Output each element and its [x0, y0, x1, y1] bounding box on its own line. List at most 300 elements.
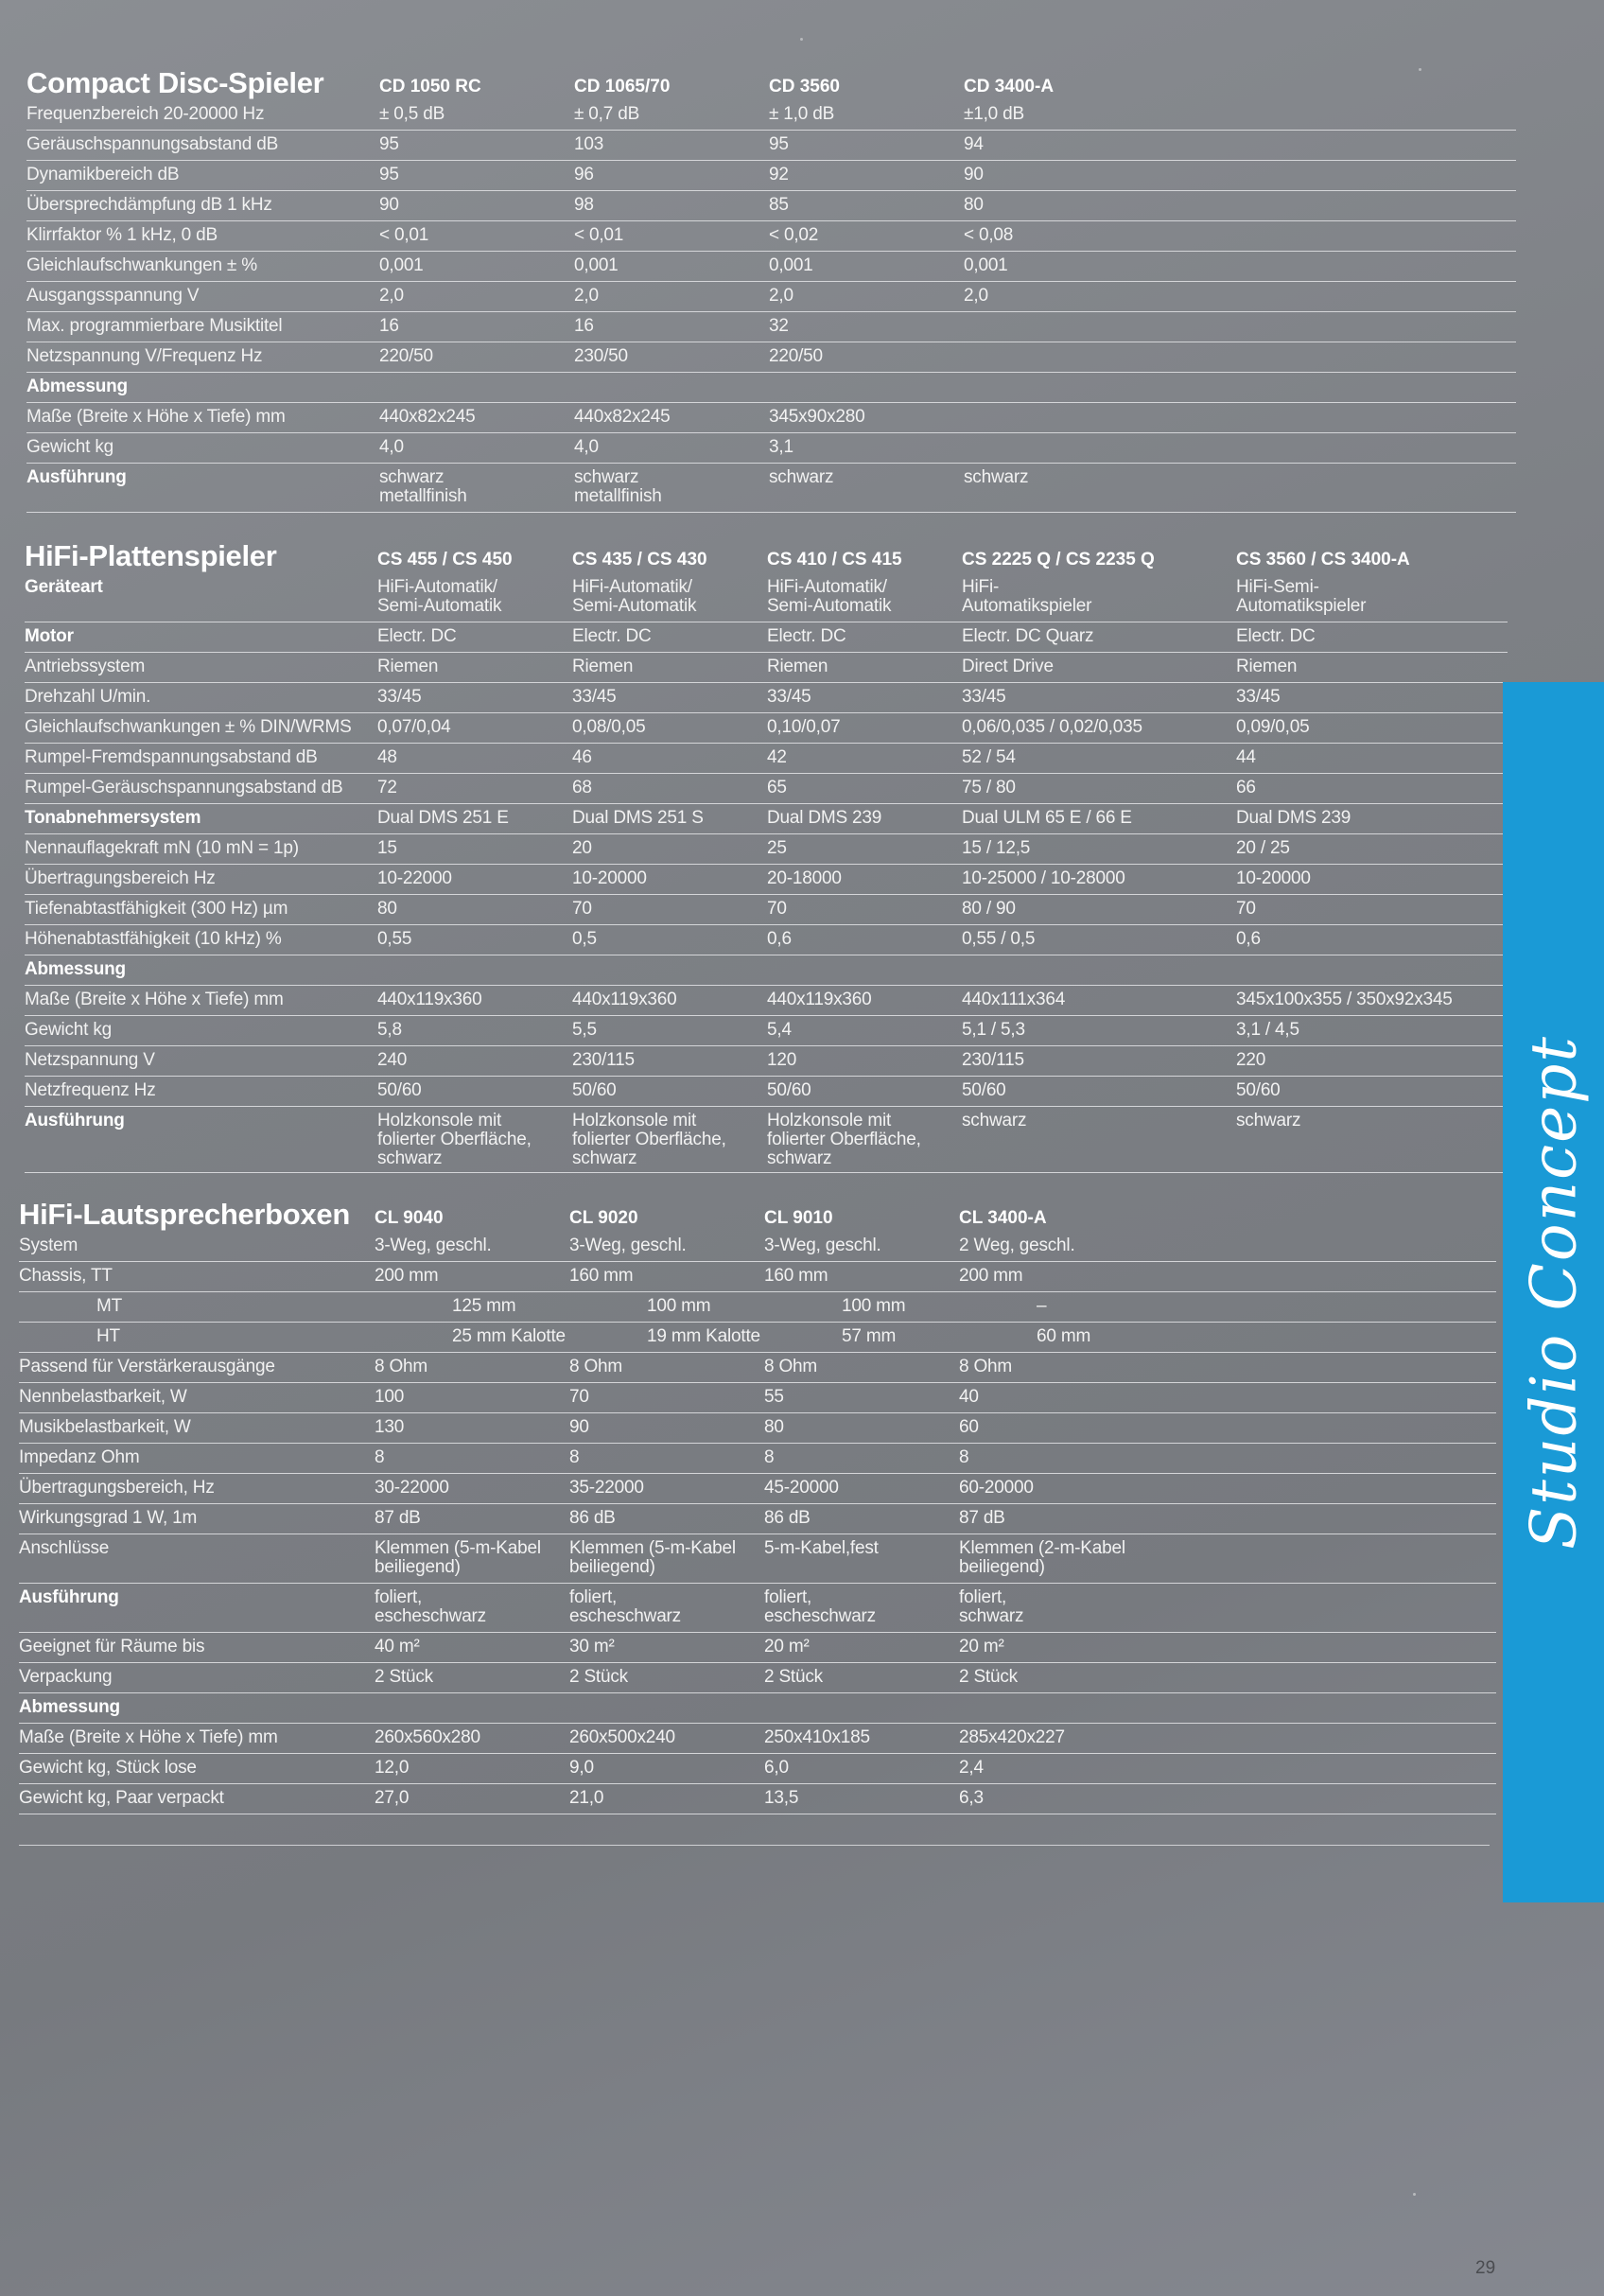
- spec-label: Tiefenabtastfähigkeit (300 Hz) µm: [25, 899, 288, 919]
- spec-value: schwarz: [964, 467, 1029, 487]
- spec-label: Höhenabtastfähigkeit (10 kHz) %: [25, 929, 282, 949]
- spec-value: 4,0: [574, 437, 599, 457]
- spec-row: [25, 955, 1508, 986]
- spec-value: 50/60: [962, 1080, 1006, 1100]
- spec-value: 75 / 80: [962, 778, 1016, 797]
- spec-row: [19, 1262, 1496, 1292]
- spec-value: Direct Drive: [962, 657, 1054, 676]
- spec-value: 25: [767, 838, 787, 858]
- spec-label: Netzspannung V/Frequenz Hz: [26, 346, 263, 366]
- spec-value: 8 Ohm: [375, 1357, 428, 1376]
- spec-value: 440x82x245: [574, 407, 671, 427]
- side-tab-brand-script: Studio Concept: [1517, 1035, 1590, 1550]
- spec-value: 16: [379, 316, 399, 336]
- closing-rule: [19, 1845, 1490, 1846]
- spec-row: [19, 1474, 1496, 1504]
- spec-value: 70: [1236, 899, 1256, 919]
- spec-value: 9,0: [569, 1758, 594, 1778]
- spec-value: 440x119x360: [377, 990, 482, 1009]
- spec-value: 8: [569, 1447, 580, 1467]
- spec-label: HT: [96, 1326, 120, 1346]
- spec-value: 50/60: [767, 1080, 811, 1100]
- spec-value: 90: [964, 165, 984, 184]
- spec-value: 90: [569, 1417, 589, 1437]
- spec-row: [26, 464, 1516, 513]
- spec-value: –: [1037, 1296, 1047, 1316]
- spec-label: Wirkungsgrad 1 W, 1m: [19, 1508, 198, 1528]
- spec-value: 160 mm: [764, 1266, 828, 1286]
- spec-value: 0,06/0,035 / 0,02/0,035: [962, 717, 1142, 737]
- turntable-model-column-header: CS 455 / CS 450: [377, 550, 513, 570]
- spec-label: Nennauflagekraft mN (10 mN = 1p): [25, 838, 299, 858]
- spec-value: 86 dB: [569, 1508, 616, 1528]
- spec-label: Gleichlaufschwankungen ± % DIN/WRMS: [25, 717, 352, 737]
- spec-value: 95: [379, 134, 399, 154]
- spec-label: Geräuschspannungsabstand dB: [26, 134, 279, 154]
- spec-label: Netzspannung V: [25, 1050, 155, 1070]
- spec-row: [19, 1534, 1496, 1584]
- scan-speck: [800, 38, 803, 41]
- spec-label: Impedanz Ohm: [19, 1447, 140, 1467]
- spec-value: 0,08/0,05: [572, 717, 646, 737]
- spec-row: [26, 131, 1516, 161]
- spec-value: 16: [574, 316, 594, 336]
- spec-value: 3,1: [769, 437, 793, 457]
- spec-value: 21,0: [569, 1788, 604, 1808]
- spec-value: Riemen: [1236, 657, 1298, 676]
- spec-value: 10-20000: [572, 868, 647, 888]
- spec-value: 33/45: [767, 687, 811, 707]
- spec-label: Gewicht kg, Paar verpackt: [19, 1788, 224, 1808]
- spec-value: 96: [574, 165, 594, 184]
- spec-value: 66: [1236, 778, 1256, 797]
- spec-value: 20 / 25: [1236, 838, 1290, 858]
- spec-row: [26, 161, 1516, 191]
- spec-value: 220/50: [769, 346, 823, 366]
- spec-value: Dual DMS 251 S: [572, 808, 704, 828]
- spec-value: 250x410x185: [764, 1727, 870, 1747]
- speaker-spec-rows: [19, 1232, 1496, 1814]
- spec-value: 19 mm Kalotte: [647, 1326, 760, 1346]
- spec-value: Klemmen (5-m-Kabel beiliegend): [375, 1538, 541, 1577]
- spec-value: foliert, escheschwarz: [375, 1587, 486, 1626]
- spec-value: 285x420x227: [959, 1727, 1065, 1747]
- spec-value: 230/50: [574, 346, 628, 366]
- spec-value: 57 mm: [842, 1326, 897, 1346]
- spec-value: 5,1 / 5,3: [962, 1020, 1025, 1040]
- spec-row: [26, 433, 1516, 464]
- spec-row: [25, 865, 1508, 895]
- spec-value: 0,001: [769, 255, 813, 275]
- spec-value: 8 Ohm: [764, 1357, 818, 1376]
- spec-value: 5,8: [377, 1020, 402, 1040]
- spec-value: 20: [572, 838, 592, 858]
- spec-value: 40 m²: [375, 1637, 420, 1656]
- spec-label: Ausführung: [25, 1111, 125, 1130]
- spec-value: 2 Stück: [569, 1667, 628, 1687]
- spec-value: 46: [572, 747, 592, 767]
- spec-value: 8: [959, 1447, 969, 1467]
- spec-row: [19, 1584, 1496, 1633]
- spec-value: 15 / 12,5: [962, 838, 1031, 858]
- spec-label: Abmessung: [19, 1697, 120, 1717]
- spec-value: 2 Stück: [959, 1667, 1018, 1687]
- spec-label: Übersprechdämpfung dB 1 kHz: [26, 195, 272, 215]
- spec-value: 3-Weg, geschl.: [375, 1236, 492, 1255]
- spec-value: Holzkonsole mit folierter Oberfläche, schwarz: [572, 1111, 726, 1168]
- spec-value: 86 dB: [764, 1508, 811, 1528]
- spec-value: Dual DMS 239: [1236, 808, 1351, 828]
- spec-row: [25, 1046, 1508, 1077]
- spec-value: 2 Stück: [764, 1667, 823, 1687]
- spec-value: 8 Ohm: [959, 1357, 1013, 1376]
- spec-label: Tonabnehmersystem: [25, 808, 201, 828]
- spec-value: 0,001: [379, 255, 424, 275]
- spec-value: Electr. DC: [572, 626, 652, 646]
- spec-row: [25, 713, 1508, 744]
- speaker-spec-table: [19, 1194, 1496, 1814]
- spec-row: [25, 683, 1508, 713]
- turntable-spec-rows: [25, 573, 1508, 1173]
- spec-label: Frequenzbereich 20-20000 Hz: [26, 104, 265, 124]
- spec-row: [26, 100, 1516, 131]
- spec-value: 27,0: [375, 1788, 410, 1808]
- spec-value: 25 mm Kalotte: [452, 1326, 566, 1346]
- spec-value: 8: [375, 1447, 385, 1467]
- speaker-model-column-header: CL 3400-A: [959, 1208, 1047, 1228]
- spec-row: [25, 834, 1508, 865]
- cd-model-column-header: CD 3400-A: [964, 77, 1055, 96]
- spec-value: 0,6: [767, 929, 792, 949]
- spec-value: 8 Ohm: [569, 1357, 623, 1376]
- spec-value: 0,6: [1236, 929, 1261, 949]
- spec-value: 5-m-Kabel,fest: [764, 1538, 879, 1558]
- spec-value: Dual ULM 65 E / 66 E: [962, 808, 1132, 828]
- spec-value: 32: [769, 316, 789, 336]
- spec-row: [25, 1077, 1508, 1107]
- spec-value: 0,001: [964, 255, 1008, 275]
- spec-value: 125 mm: [452, 1296, 516, 1316]
- spec-label: Abmessung: [25, 959, 126, 979]
- spec-label: System: [19, 1236, 78, 1255]
- spec-value: 10-20000: [1236, 868, 1311, 888]
- spec-value: Riemen: [572, 657, 634, 676]
- spec-label: Geräteart: [25, 577, 103, 597]
- spec-label: Drehzahl U/min.: [25, 687, 151, 707]
- spec-value: Holzkonsole mit folierter Oberfläche, schwarz: [767, 1111, 921, 1168]
- spec-value: 200 mm: [959, 1266, 1023, 1286]
- spec-label: Gleichlaufschwankungen ± %: [26, 255, 257, 275]
- spec-row: [25, 804, 1508, 834]
- spec-value: 44: [1236, 747, 1256, 767]
- spec-value: 0,55: [377, 929, 412, 949]
- spec-value: 200 mm: [375, 1266, 439, 1286]
- spec-row: [19, 1633, 1496, 1663]
- spec-value: 440x82x245: [379, 407, 476, 427]
- spec-label: Musikbelastbarkeit, W: [19, 1417, 191, 1437]
- spec-value: 2 Stück: [375, 1667, 433, 1687]
- spec-value: 0,5: [572, 929, 597, 949]
- spec-label: Dynamikbereich dB: [26, 165, 180, 184]
- spec-row: [19, 1383, 1496, 1413]
- spec-value: Electr. DC: [377, 626, 457, 646]
- cd-header-row: [26, 62, 1516, 100]
- spec-value: Electr. DC Quarz: [962, 626, 1094, 646]
- spec-value: schwarz: [769, 467, 834, 487]
- spec-row: [19, 1784, 1496, 1814]
- spec-value: 80: [377, 899, 397, 919]
- spec-value: 55: [764, 1387, 784, 1407]
- spec-value: foliert, escheschwarz: [764, 1587, 876, 1626]
- turntable-model-column-header: CS 2225 Q / CS 2235 Q: [962, 550, 1155, 570]
- spec-value: 0,07/0,04: [377, 717, 451, 737]
- spec-value: 230/115: [572, 1050, 635, 1070]
- spec-value: 2,4: [959, 1758, 984, 1778]
- turntable-model-column-header: CS 410 / CS 415: [767, 550, 902, 570]
- spec-value: 5,5: [572, 1020, 597, 1040]
- spec-value: 440x111x364: [962, 990, 1066, 1009]
- spec-label: Rumpel-Geräuschspannungsabstand dB: [25, 778, 343, 797]
- spec-row: [19, 1724, 1496, 1754]
- spec-row: [25, 622, 1508, 653]
- spec-value: 98: [574, 195, 594, 215]
- spec-label: Maße (Breite x Höhe x Tiefe) mm: [26, 407, 286, 427]
- spec-value: 260x560x280: [375, 1727, 480, 1747]
- spec-label: Nennbelastbarkeit, W: [19, 1387, 187, 1407]
- spec-value: < 0,08: [964, 225, 1014, 245]
- spec-label: Gewicht kg, Stück lose: [19, 1758, 197, 1778]
- spec-row: [25, 1016, 1508, 1046]
- spec-label: Anschlüsse: [19, 1538, 110, 1558]
- spec-value: Klemmen (2-m-Kabel beiliegend): [959, 1538, 1125, 1577]
- spec-row: [25, 573, 1508, 622]
- spec-label: Gewicht kg: [25, 1020, 112, 1040]
- spec-value: schwarz metallfinish: [574, 467, 662, 506]
- spec-value: Electr. DC: [767, 626, 846, 646]
- spec-value: 60: [959, 1417, 979, 1437]
- spec-row: [26, 282, 1516, 312]
- spec-value: schwarz: [1236, 1111, 1301, 1130]
- spec-label: Maße (Breite x Höhe x Tiefe) mm: [19, 1727, 278, 1747]
- spec-row: [19, 1353, 1496, 1383]
- spec-value: 52 / 54: [962, 747, 1016, 767]
- spec-value: 2 Weg, geschl.: [959, 1236, 1075, 1255]
- spec-label: Antriebssystem: [25, 657, 146, 676]
- spec-label: Klirrfaktor % 1 kHz, 0 dB: [26, 225, 218, 245]
- spec-row: [26, 312, 1516, 342]
- spec-value: Holzkonsole mit folierter Oberfläche, schwarz: [377, 1111, 532, 1168]
- spec-row: [19, 1663, 1496, 1693]
- spec-value: 35-22000: [569, 1478, 644, 1498]
- spec-value: Electr. DC: [1236, 626, 1316, 646]
- spec-value: Dual DMS 251 E: [377, 808, 509, 828]
- spec-value: 80: [964, 195, 984, 215]
- spec-value: 345x100x355 / 350x92x345: [1236, 990, 1453, 1009]
- spec-value: schwarz: [962, 1111, 1027, 1130]
- spec-value: 345x90x280: [769, 407, 865, 427]
- spec-value: 80: [764, 1417, 784, 1437]
- spec-value: 40: [959, 1387, 979, 1407]
- cd-player-spec-table: [26, 62, 1516, 513]
- spec-value: 65: [767, 778, 787, 797]
- spec-row: [26, 191, 1516, 221]
- spec-row: [26, 342, 1516, 373]
- turntable-header-row: [25, 535, 1508, 573]
- speaker-model-column-header: CL 9020: [569, 1208, 638, 1228]
- spec-value: 2,0: [964, 286, 988, 306]
- spec-value: 30-22000: [375, 1478, 449, 1498]
- spec-value: HiFi-Semi- Automatikspieler: [1236, 577, 1367, 616]
- spec-row: [19, 1232, 1496, 1262]
- spec-row: [19, 1754, 1496, 1784]
- spec-value: 70: [569, 1387, 589, 1407]
- turntable-section-title: HiFi-Plattenspieler: [25, 539, 277, 572]
- spec-value: ± 0,7 dB: [574, 104, 640, 124]
- spec-value: 0,55 / 0,5: [962, 929, 1036, 949]
- spec-value: 60 mm: [1037, 1326, 1091, 1346]
- spec-value: 50/60: [572, 1080, 617, 1100]
- spec-value: < 0,02: [769, 225, 819, 245]
- spec-value: 48: [377, 747, 397, 767]
- spec-value: 8: [764, 1447, 775, 1467]
- side-tab: [1503, 682, 1604, 1902]
- spec-row: [25, 744, 1508, 774]
- spec-value: 160 mm: [569, 1266, 634, 1286]
- turntable-model-column-header: CS 435 / CS 430: [572, 550, 707, 570]
- spec-value: 87 dB: [959, 1508, 1005, 1528]
- scan-speck: [1419, 68, 1421, 71]
- spec-value: 100 mm: [842, 1296, 906, 1316]
- spec-label: Ausgangsspannung V: [26, 286, 200, 306]
- spec-row: [26, 221, 1516, 252]
- spec-value: 230/115: [962, 1050, 1024, 1070]
- spec-value: 95: [379, 165, 399, 184]
- spec-value: ± 1,0 dB: [769, 104, 835, 124]
- spec-value: 45-20000: [764, 1478, 839, 1498]
- spec-label: Ausführung: [26, 467, 127, 487]
- spec-row: [25, 895, 1508, 925]
- spec-value: 33/45: [1236, 687, 1281, 707]
- spec-value: 33/45: [572, 687, 617, 707]
- spec-value: 0,001: [574, 255, 619, 275]
- spec-value: 70: [767, 899, 787, 919]
- cd-spec-rows: [26, 100, 1516, 513]
- spec-row: [26, 373, 1516, 403]
- spec-value: 3-Weg, geschl.: [764, 1236, 881, 1255]
- spec-value: 440x119x360: [572, 990, 677, 1009]
- speaker-section-title: HiFi-Lautsprecherboxen: [19, 1198, 350, 1231]
- spec-value: 72: [377, 778, 397, 797]
- turntable-spec-table: [25, 535, 1508, 1173]
- spec-label: Motor: [25, 626, 74, 646]
- spec-value: 100 mm: [647, 1296, 711, 1316]
- spec-value: 0,09/0,05: [1236, 717, 1310, 737]
- spec-value: < 0,01: [574, 225, 624, 245]
- spec-label: Chassis, TT: [19, 1266, 113, 1286]
- spec-value: 103: [574, 134, 604, 154]
- spec-value: 92: [769, 165, 789, 184]
- spec-value: 12,0: [375, 1758, 410, 1778]
- spec-value: 33/45: [377, 687, 422, 707]
- spec-value: ±1,0 dB: [964, 104, 1024, 124]
- spec-value: 87 dB: [375, 1508, 421, 1528]
- spec-value: 15: [377, 838, 397, 858]
- spec-value: HiFi-Automatik/ Semi-Automatik: [377, 577, 502, 616]
- spec-label: Übertragungsbereich Hz: [25, 868, 216, 888]
- cd-model-column-header: CD 1065/70: [574, 77, 671, 96]
- spec-value: 6,0: [764, 1758, 789, 1778]
- spec-value: foliert, escheschwarz: [569, 1587, 681, 1626]
- spec-value: 130: [375, 1417, 405, 1437]
- spec-value: 440x119x360: [767, 990, 872, 1009]
- spec-value: 50/60: [377, 1080, 422, 1100]
- spec-value: 220: [1236, 1050, 1266, 1070]
- spec-value: 95: [769, 134, 789, 154]
- spec-value: 90: [379, 195, 399, 215]
- spec-value: 5,4: [767, 1020, 792, 1040]
- spec-value: 94: [964, 134, 984, 154]
- spec-value: ± 0,5 dB: [379, 104, 445, 124]
- speaker-model-column-header: CL 9010: [764, 1208, 833, 1228]
- spec-label: Abmessung: [26, 377, 128, 396]
- spec-label: Geeignet für Räume bis: [19, 1637, 205, 1656]
- spec-row: [19, 1323, 1496, 1353]
- spec-value: HiFi-Automatik/ Semi-Automatik: [572, 577, 697, 616]
- spec-row: [19, 1504, 1496, 1534]
- spec-value: 20 m²: [764, 1637, 810, 1656]
- spec-label: MT: [96, 1296, 123, 1316]
- spec-label: Netzfrequenz Hz: [25, 1080, 156, 1100]
- spec-value: 85: [769, 195, 789, 215]
- spec-value: 260x500x240: [569, 1727, 675, 1747]
- spec-label: Rumpel-Fremdspannungsabstand dB: [25, 747, 318, 767]
- spec-value: foliert, schwarz: [959, 1587, 1024, 1626]
- spec-label: Max. programmierbare Musiktitel: [26, 316, 283, 336]
- spec-value: 0,10/0,07: [767, 717, 841, 737]
- spec-row: [25, 653, 1508, 683]
- spec-value: 3-Weg, geschl.: [569, 1236, 687, 1255]
- turntable-model-column-header: CS 3560 / CS 3400-A: [1236, 550, 1410, 570]
- spec-value: 68: [572, 778, 592, 797]
- spec-row: [25, 986, 1508, 1016]
- spec-row: [19, 1413, 1496, 1444]
- spec-value: HiFi-Automatik/ Semi-Automatik: [767, 577, 892, 616]
- spec-value: 3,1 / 4,5: [1236, 1020, 1299, 1040]
- spec-value: 4,0: [379, 437, 404, 457]
- spec-value: 10-25000 / 10-28000: [962, 868, 1125, 888]
- spec-row: [26, 252, 1516, 282]
- spec-value: < 0,01: [379, 225, 429, 245]
- spec-row: [25, 774, 1508, 804]
- scan-speck: [1413, 2193, 1416, 2196]
- spec-value: 220/50: [379, 346, 433, 366]
- cd-model-column-header: CD 3560: [769, 77, 840, 96]
- spec-value: 42: [767, 747, 787, 767]
- spec-value: HiFi- Automatikspieler: [962, 577, 1092, 616]
- spec-value: 20 m²: [959, 1637, 1004, 1656]
- speaker-header-row: [19, 1194, 1496, 1232]
- spec-label: Übertragungsbereich, Hz: [19, 1478, 215, 1498]
- spec-label: Passend für Verstärkerausgänge: [19, 1357, 275, 1376]
- spec-value: 2,0: [379, 286, 404, 306]
- cd-model-column-header: CD 1050 RC: [379, 77, 481, 96]
- spec-value: 50/60: [1236, 1080, 1281, 1100]
- page-number: 29: [1475, 2258, 1496, 2278]
- speaker-model-column-header: CL 9040: [375, 1208, 444, 1228]
- spec-value: Klemmen (5-m-Kabel beiliegend): [569, 1538, 736, 1577]
- spec-value: 80 / 90: [962, 899, 1016, 919]
- spec-value: 60-20000: [959, 1478, 1034, 1498]
